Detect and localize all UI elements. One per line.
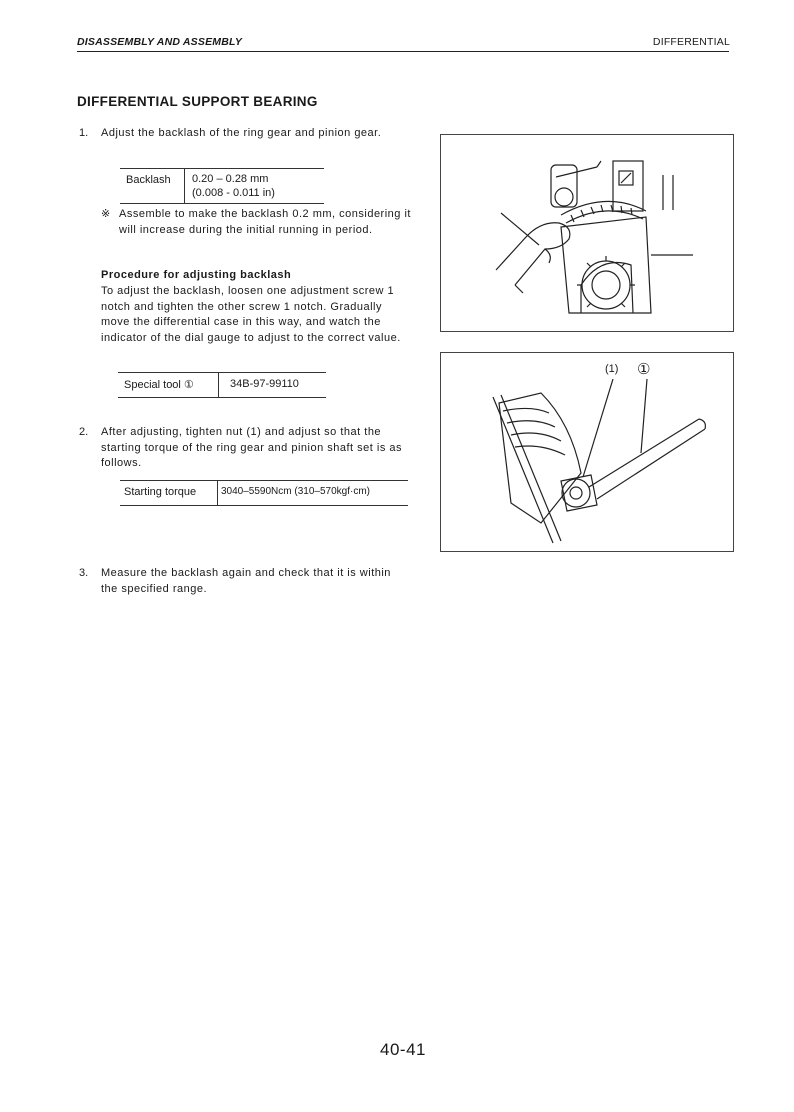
page-number: 40-41	[380, 1040, 426, 1059]
step-1-number: 1.	[79, 127, 89, 139]
starting-torque-label: Starting torque	[124, 486, 197, 498]
callout-tool-1: ①	[637, 361, 651, 378]
backlash-value-in: (0.008 - 0.011 in)	[192, 187, 275, 199]
gear-dial-gauge-illustration	[441, 135, 733, 331]
figure-backlash-measurement	[440, 134, 734, 332]
figure-starting-torque	[440, 352, 734, 552]
step-2-number: 2.	[79, 426, 89, 438]
backlash-spec-table	[120, 168, 324, 204]
torque-top-rule	[120, 480, 408, 481]
tool-bottom-rule	[118, 397, 326, 398]
step-3-text: Measure the backlash again and check that it is within the specified range.	[101, 567, 391, 595]
header-section-title: DISASSEMBLY AND ASSEMBLY	[77, 36, 243, 48]
header-chapter-title: DIFFERENTIAL	[652, 36, 730, 48]
procedure-title	[101, 268, 291, 284]
callout-nut-1: (1)	[605, 363, 619, 375]
page-title: DIFFERENTIAL SUPPORT BEARING	[77, 94, 318, 109]
spec-bottom-rule	[120, 203, 324, 204]
torque-divider	[217, 480, 218, 506]
starting-torque-value: 3040–5590Ncm (310–570kgf·cm)	[221, 486, 370, 497]
special-tool-table	[118, 372, 326, 398]
backlash-note: Assemble to make the backlash 0.2 mm, considering it will increase during the initial running in period.	[119, 208, 411, 236]
backlash-label: Backlash	[126, 174, 171, 186]
header-rule	[77, 51, 729, 52]
procedure-title-text: Procedure for adjusting backlash	[101, 269, 292, 281]
starting-torque-table	[120, 480, 408, 506]
tool-divider	[218, 372, 219, 398]
step-2-text: After adjusting, tighten nut (1) and adjust so that the starting torque of the ring gear and pinion shaft set is as follows.	[101, 426, 402, 470]
spec-divider	[184, 168, 185, 204]
step-3-number: 3.	[79, 567, 89, 579]
special-tool-number: 34B-97-99110	[230, 378, 299, 390]
step-1-text: Adjust the backlash of the ring gear and pinion gear.	[101, 127, 382, 139]
special-tool-label: Special tool ①	[124, 379, 194, 391]
backlash-value-mm: 0.20 – 0.28 mm	[192, 173, 269, 185]
spec-top-rule	[120, 168, 324, 169]
procedure-text: To adjust the backlash, loosen one adjustment screw 1 notch and tighten the other screw 1 notch. Gradually move the differential case in this way, and watch the indicator of the dial gauge to adjust to the correct value.	[101, 285, 401, 344]
wrench-nut-illustration	[441, 353, 733, 551]
torque-bottom-rule	[120, 505, 408, 506]
note-mark: ※	[101, 208, 111, 220]
tool-top-rule	[118, 372, 326, 373]
